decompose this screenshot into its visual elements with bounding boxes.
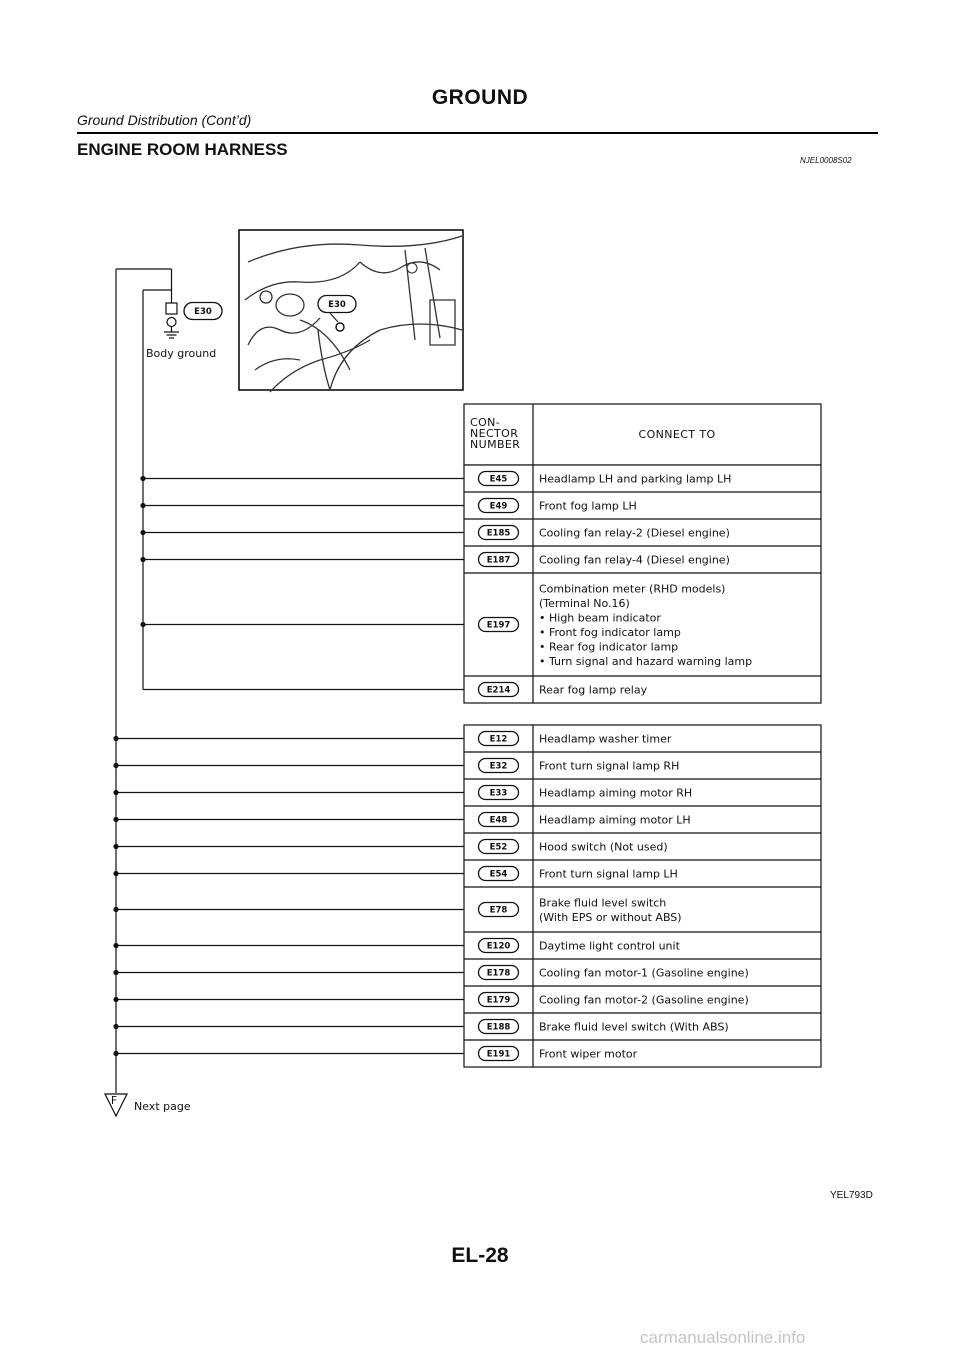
connect-to-text: Front turn signal lamp RH	[539, 759, 680, 773]
body-ground-label: Body ground	[146, 347, 217, 360]
connect-to-text: Headlamp washer timer	[539, 732, 672, 746]
connector-badge	[479, 993, 519, 1007]
connector-badge	[479, 1047, 519, 1061]
connector-number: E78	[489, 905, 508, 916]
watermark: carmanualsonline.info	[640, 1328, 806, 1347]
connect-to-text: Combination meter (RHD models)	[539, 582, 726, 596]
connector-badge	[479, 840, 519, 854]
connector-badge	[479, 813, 519, 827]
connect-to-text: Brake fluid level switch (With ABS)	[539, 1020, 729, 1034]
connector-number: E33	[489, 788, 508, 799]
page-number: EL-28	[451, 1244, 509, 1267]
header-connect-to-label: CONNECT TO	[638, 428, 716, 441]
connector-badge	[479, 867, 519, 881]
connector-badge	[479, 618, 519, 632]
junction-dot	[113, 844, 118, 849]
next-page-marker-letter: F	[110, 1094, 118, 1107]
connector-number: E178	[486, 968, 511, 979]
connect-to-text: Brake fluid level switch	[539, 896, 667, 910]
connect-to-text: Cooling fan motor-2 (Gasoline engine)	[539, 993, 749, 1007]
connect-to-text: Front wiper motor	[539, 1047, 638, 1061]
connector-number: E30	[194, 307, 212, 318]
connect-to-text: Cooling fan motor-1 (Gasoline engine)	[539, 966, 749, 980]
connector-number: E120	[486, 941, 511, 952]
connect-to-text: Hood switch (Not used)	[539, 840, 668, 854]
connector-number: E49	[489, 501, 508, 512]
junction-dot	[113, 970, 118, 975]
connector-number: E187	[486, 555, 511, 566]
junction-dot	[113, 1024, 118, 1029]
section-title: ENGINE ROOM HARNESS	[77, 140, 288, 159]
connector-badge	[479, 472, 519, 486]
connect-to-text: Rear fog lamp relay	[539, 683, 648, 697]
connector-number: E188	[486, 1022, 511, 1033]
connector-badge	[184, 303, 222, 320]
junction-dot	[140, 476, 145, 481]
connect-to-text: • High beam indicator	[539, 611, 661, 625]
connect-to-text: • Front fog indicator lamp	[539, 625, 681, 639]
page-subtitle: Ground Distribution (Cont’d)	[77, 112, 252, 128]
junction-dot	[113, 907, 118, 912]
junction-dot	[113, 997, 118, 1002]
junction-dot	[113, 943, 118, 948]
ground-connector-square	[166, 303, 177, 314]
section-code: NJEL0008S02	[800, 156, 852, 165]
page-title: GROUND	[431, 86, 529, 109]
connector-number: E45	[489, 474, 508, 485]
connector-badge	[479, 526, 519, 540]
connect-to-text: Cooling fan relay-4 (Diesel engine)	[539, 553, 730, 567]
connect-to-text: Daytime light control unit	[539, 939, 680, 953]
junction-dot	[140, 530, 145, 535]
connector-number: E214	[486, 685, 511, 696]
ground-terminal-circle	[167, 318, 176, 327]
connect-to-text: • Rear fog indicator lamp	[539, 640, 679, 654]
junction-dot	[113, 790, 118, 795]
connect-to-text: Cooling fan relay-2 (Diesel engine)	[539, 526, 730, 540]
connector-number: E179	[486, 995, 511, 1006]
connect-to-text: Headlamp aiming motor RH	[539, 786, 693, 800]
connector-badge	[479, 786, 519, 800]
header-connector-number-label: NECTOR	[470, 427, 519, 440]
next-page-label: Next page	[134, 1100, 191, 1113]
junction-dot	[140, 503, 145, 508]
connector-number: E185	[486, 528, 511, 539]
header-connector-number-label: CON-	[470, 416, 501, 429]
figure-id: YEL793D	[830, 1190, 873, 1201]
connector-number: E191	[486, 1049, 511, 1060]
connector-number: E12	[489, 734, 508, 745]
junction-dot	[113, 1051, 118, 1056]
connector-badge	[479, 966, 519, 980]
connect-to-text: (Terminal No.16)	[539, 596, 630, 610]
connect-to-text: Headlamp aiming motor LH	[539, 813, 691, 827]
connector-badge	[318, 296, 356, 313]
connector-badge	[479, 903, 519, 917]
connector-badge	[479, 759, 519, 773]
connector-badge	[479, 939, 519, 953]
connector-badge	[479, 1020, 519, 1034]
connector-number: E197	[486, 620, 511, 631]
junction-dot	[113, 871, 118, 876]
connector-number: E30	[328, 300, 346, 311]
header-connector-number-label: NUMBER	[470, 438, 521, 451]
junction-dot	[113, 817, 118, 822]
connector-number: E48	[489, 815, 508, 826]
junction-dot	[140, 622, 145, 627]
connector-number: E52	[489, 842, 508, 853]
junction-dot	[113, 763, 118, 768]
connect-to-text: (With EPS or without ABS)	[539, 910, 682, 924]
junction-dot	[140, 557, 145, 562]
connector-badge	[479, 553, 519, 567]
connector-badge	[479, 499, 519, 513]
connect-to-text: Front fog lamp LH	[539, 499, 637, 513]
connector-number: E32	[489, 761, 508, 772]
junction-dot	[113, 736, 118, 741]
connector-badge	[479, 683, 519, 697]
connect-to-text: Front turn signal lamp LH	[539, 867, 678, 881]
connector-number: E54	[489, 869, 508, 880]
connect-to-text: Headlamp LH and parking lamp LH	[539, 472, 732, 486]
connect-to-text: • Turn signal and hazard warning lamp	[539, 654, 753, 668]
connector-badge	[479, 732, 519, 746]
